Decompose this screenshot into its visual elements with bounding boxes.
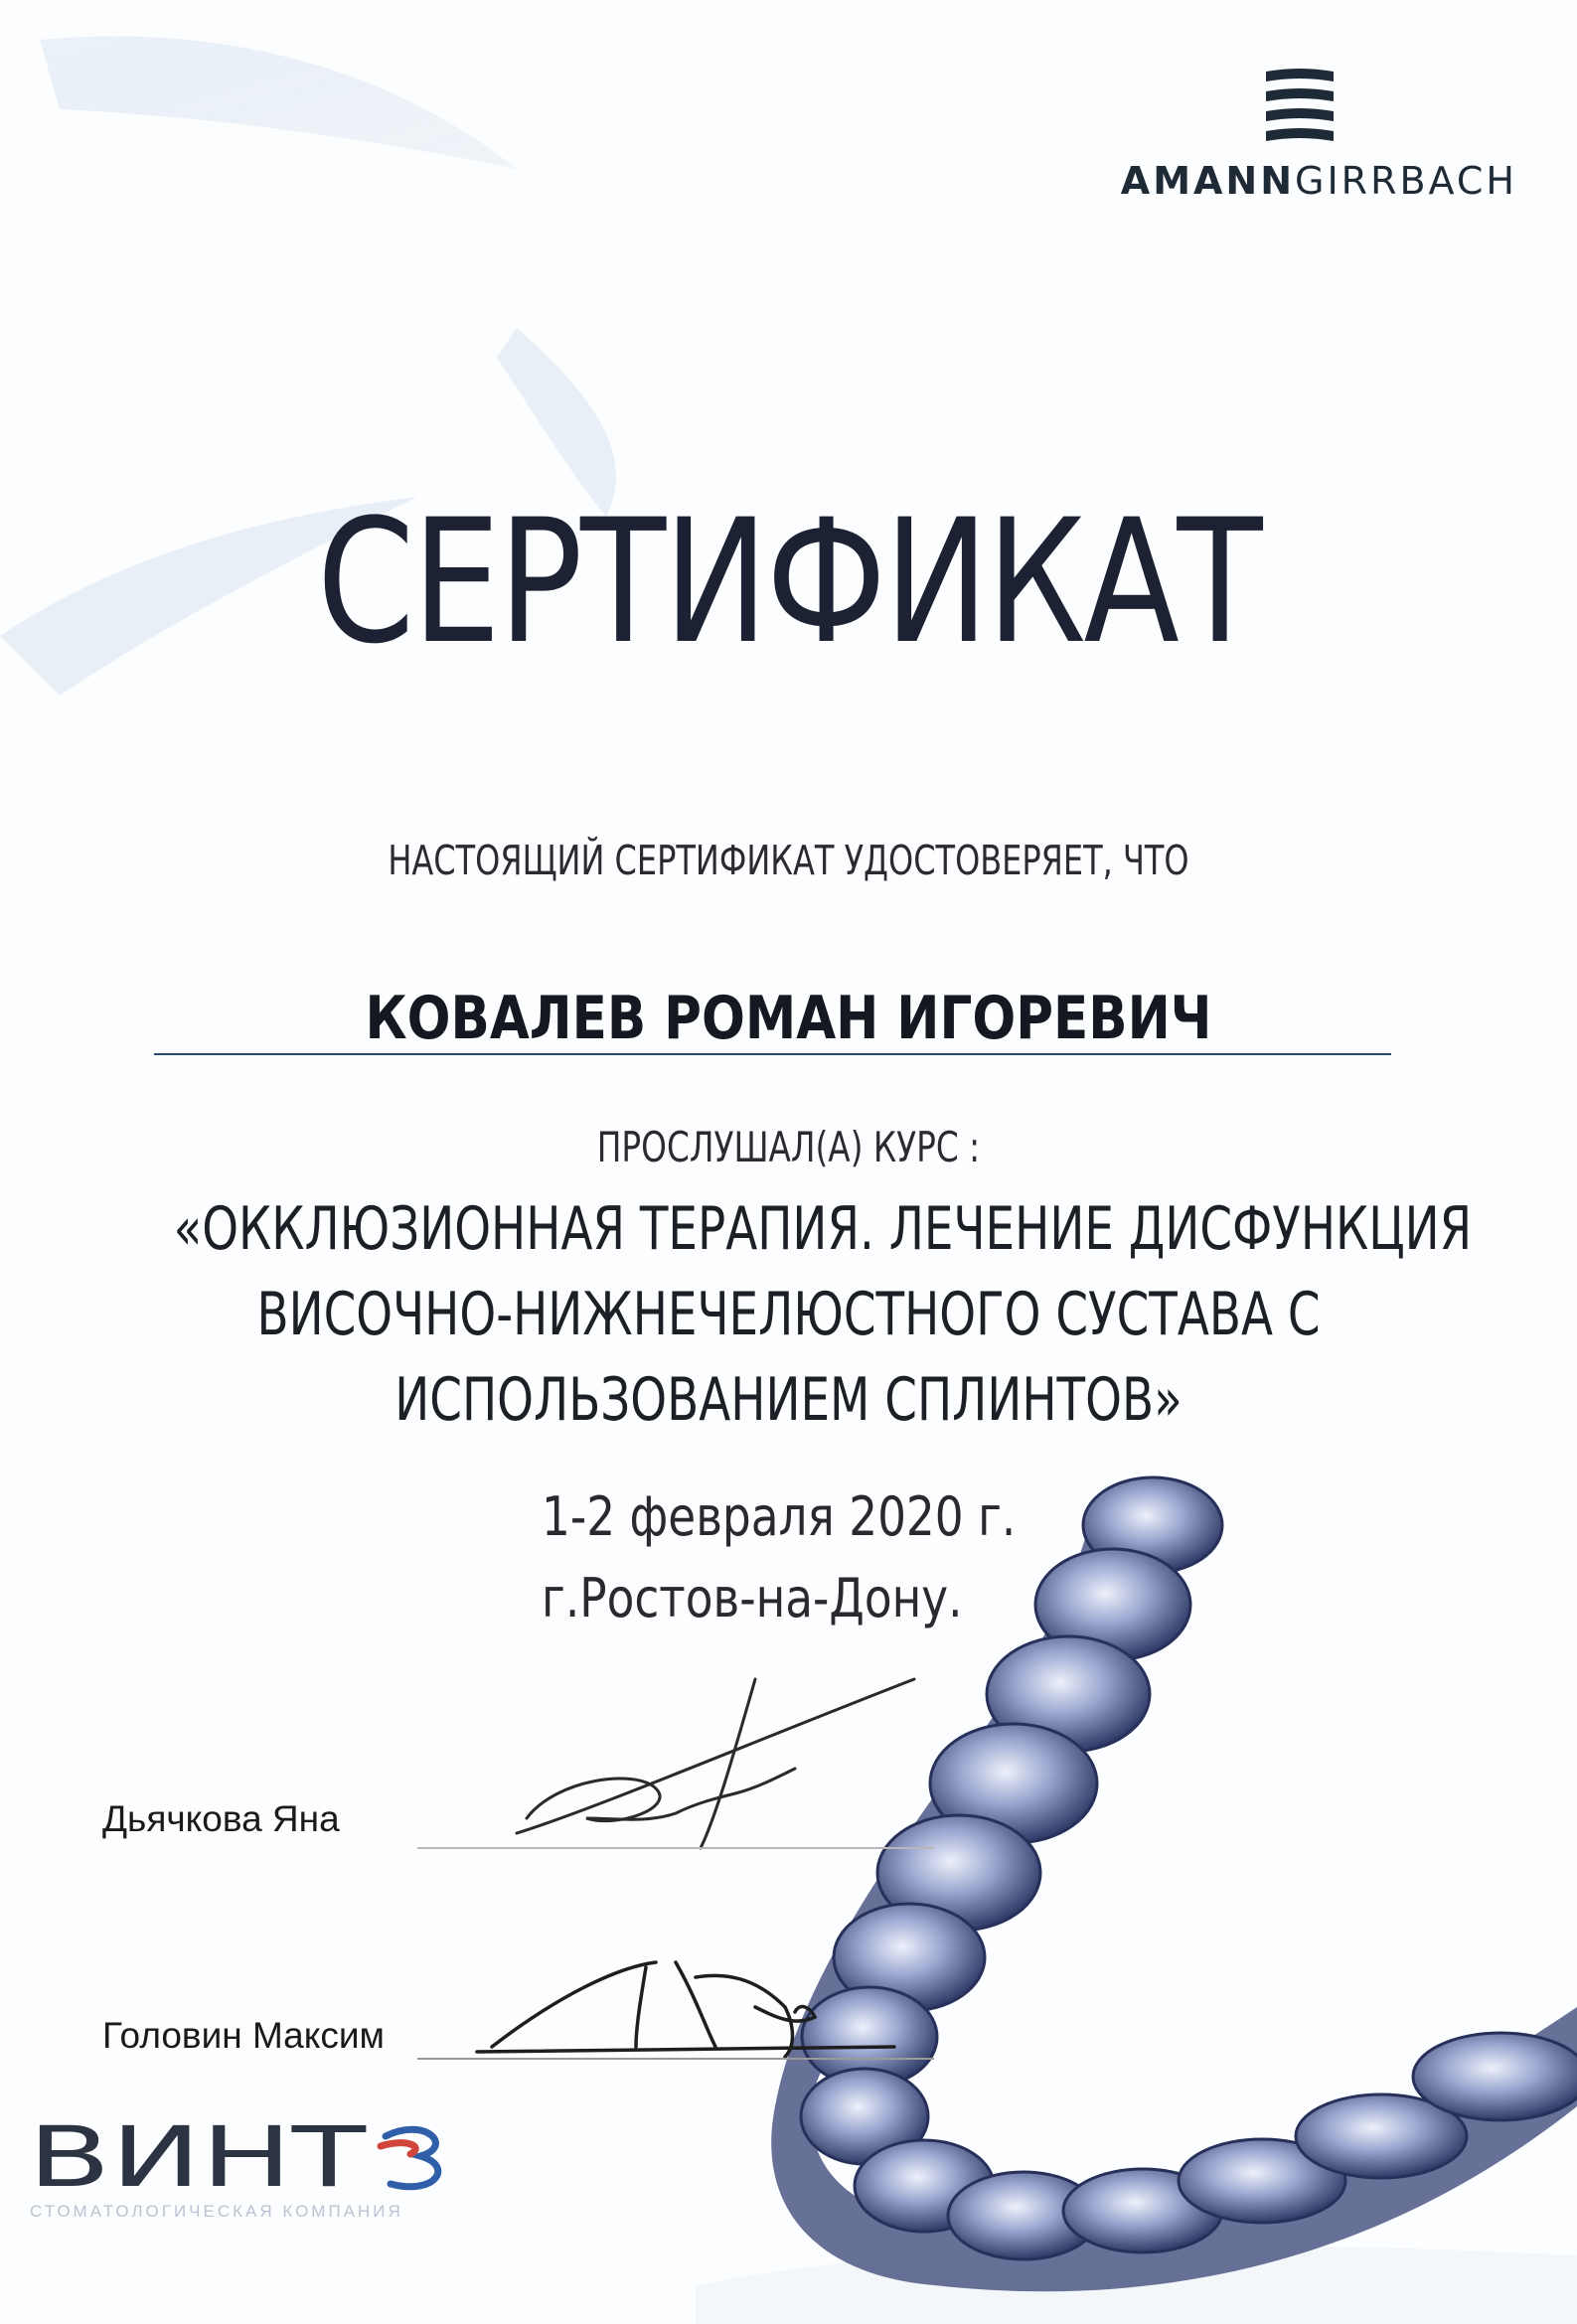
signer-name: Головин Максим: [102, 2015, 385, 2056]
course-label: ПРОСЛУШАЛ(А) КУРС :: [596, 1123, 981, 1171]
watercolor-swoosh: [0, 37, 1577, 2324]
certificate-intro: НАСТОЯЩИЙ СЕРТИФИКАТ УДОСТОВЕРЯЕТ, ЧТО: [388, 837, 1189, 884]
vint-swirl-icon: [381, 2129, 438, 2187]
logo-text-light: GIRRBACH: [1295, 159, 1517, 203]
vint-logo: [28, 2116, 455, 2194]
recipient-name: КОВАЛЕВ РОМАН ИГОРЕВИЧ: [365, 984, 1212, 1053]
vint-logo-text: ВИНТ: [28, 2116, 367, 2194]
course-city: г.Ростов-на-Дону.: [542, 1567, 963, 1629]
course-title-line: ИСПОЛЬЗОВАНИЕМ СПЛИНТОВ»: [394, 1365, 1183, 1435]
amann-girrbach-logo: [1121, 159, 1517, 203]
course-date: 1-2 февраля 2020 г.: [542, 1485, 1017, 1548]
certificate-title: СЕРТИФИКАТ: [316, 482, 1261, 682]
signature-1: [517, 1679, 914, 1848]
signer-name: Дьячкова Яна: [102, 1798, 340, 1839]
vint-tagline: СТОМАТОЛОГИЧЕСКАЯ КОМПАНИЯ: [30, 2202, 403, 2221]
course-title-line: ВИСОЧНО-НИЖНЕЧЕЛЮСТНОГО СУСТАВА С: [256, 1280, 1321, 1349]
name-underline: [154, 1053, 1391, 1055]
course-title-line: «ОККЛЮЗИОННАЯ ТЕРАПИЯ. ЛЕЧЕНИЕ ДИСФУНКЦИЯ: [173, 1194, 1473, 1264]
logo-text-bold: AMANN: [1120, 159, 1296, 203]
wave-logo-icon: [1260, 66, 1340, 143]
